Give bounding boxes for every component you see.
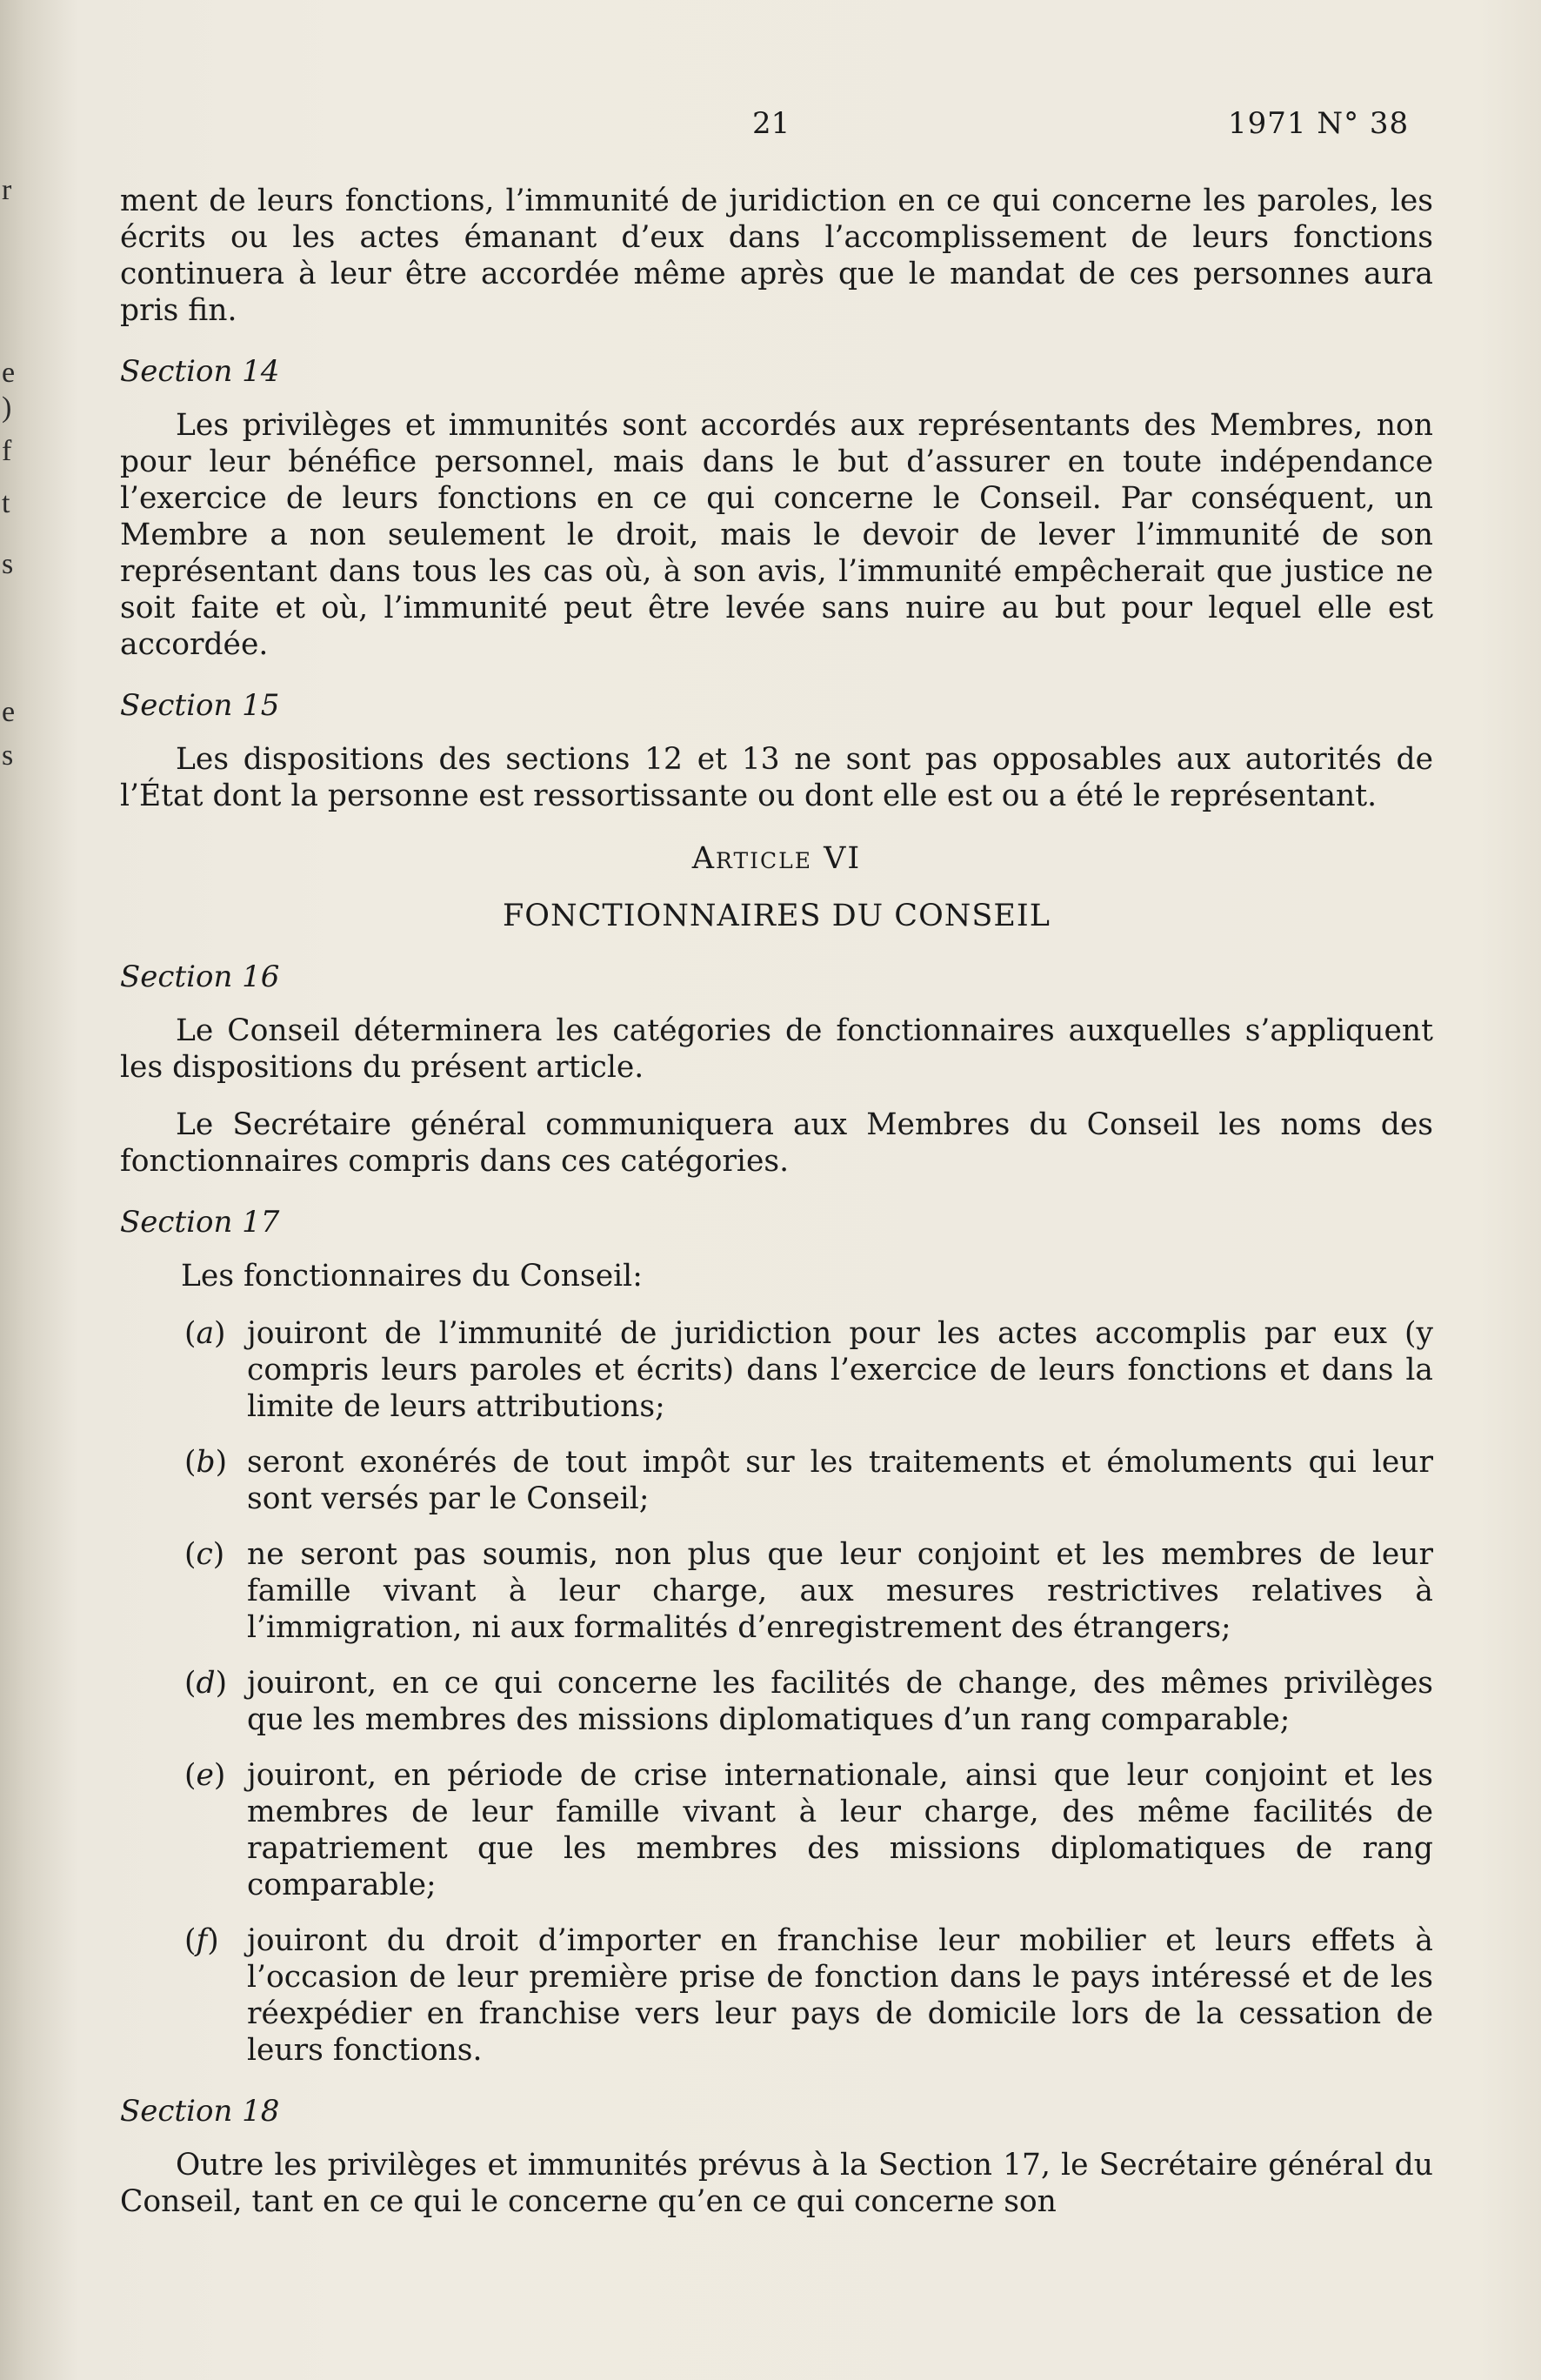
list-item: [120, 1665, 1433, 1738]
section-17-intro: Les fonctionnaires du Conseil:: [181, 1259, 643, 1294]
section-14-heading: Section 14: [120, 354, 280, 389]
page-body: [120, 183, 1433, 2241]
margin-mark: ): [2, 391, 12, 424]
section-15-heading: Section 15: [120, 688, 280, 723]
margin-mark: f: [2, 435, 12, 467]
adjacent-page-margin: [2, 174, 28, 783]
list-item: [120, 1315, 1433, 1425]
section-15-text: Les dispositions des sections 12 et 13 ne sont pas opposables aux autorités de l’État dont la personne est ressortissante ou dont elle est ou a été le représentant.: [120, 742, 1433, 813]
list-item: [120, 1536, 1433, 1646]
margin-mark: r: [2, 174, 12, 206]
margin-mark: e: [2, 696, 16, 728]
article-title: FONCTIONNAIRES DU CONSEIL: [503, 899, 1051, 933]
margin-mark: s: [2, 548, 14, 580]
section-16-heading: Section 16: [120, 959, 280, 994]
list-item: [120, 1757, 1433, 1903]
item-text: jouiront, en ce qui concerne les facilités de change, des mêmes privilèges que les membres des missions diplomatiques d’un rang comparable;: [247, 1666, 1433, 1737]
item-text: jouiront, en période de crise internationale, ainsi que leur conjoint et les membres de leur famille vivant à leur charge, des même facilités de rapatriement que les membres des missions diplomatiques de rang comparable;: [247, 1758, 1433, 1902]
section-17-list: [120, 1315, 1433, 2069]
section-18-heading: Section 18: [120, 2094, 280, 2129]
section-18-text: Outre les privilèges et immunités prévus à la Section 17, le Secrétaire général du Conseil, tant en ce qui le concerne qu’en ce qui concerne son: [120, 2148, 1433, 2219]
margin-mark: s: [2, 739, 14, 772]
margin-mark: e: [2, 357, 16, 389]
item-label: (a): [184, 1316, 226, 1351]
item-label: (e): [184, 1758, 226, 1793]
item-label: (f): [184, 1923, 219, 1958]
list-item: [120, 1922, 1433, 2069]
item-text: jouiront du droit d’importer en franchise leur mobilier et leurs effets à l’occasion de leur première prise de fonction dans le pays intéressé et de les réexpédier en franchise vers leur pays de domicile lors de la cessation de leurs fonctions.: [247, 1923, 1433, 2068]
continued-paragraph: ment de leurs fonctions, l’immunité de juridiction en ce qui concerne les paroles, les écrits ou les actes émanant d’eux dans l’accomplissement de leurs fonctions continuera à leur être accordée même après que le mandat de ces personnes aura pris fin.: [120, 184, 1433, 328]
section-14-text: Les privilèges et immunités sont accordés aux représentants des Membres, non pour leur bénéfice personnel, mais dans le but d’assurer en toute indépendance l’exercice de leurs fonctions en ce qui concerne le Conseil. Par conséquent, un Membre a non seulement le droit, mais le devoir de lever l’immunité de son représentant dans tous les cas où, à son avis, l’immunité empêcherait que justice ne soit faite et où, l’immunité peut être levée sans nuire au but pour lequel elle est accordée.: [120, 408, 1433, 662]
page-header: [0, 106, 1541, 150]
margin-mark: t: [2, 487, 10, 519]
section-16-text-2: Le Secrétaire général communiquera aux Membres du Conseil les noms des fonctionnaires compris dans ces catégories.: [120, 1107, 1433, 1179]
item-label: (c): [184, 1537, 225, 1572]
item-text: seront exonérés de tout impôt sur les traitements et émoluments qui leur sont versés par le Conseil;: [247, 1445, 1433, 1516]
list-item: [120, 1444, 1433, 1517]
document-reference: 1971 N° 38: [1228, 106, 1410, 141]
article-label: Article VI: [691, 841, 862, 876]
section-17-heading: Section 17: [120, 1205, 280, 1240]
item-text: ne seront pas soumis, non plus que leur conjoint et les membres de leur famille vivant à leur charge, aux mesures restrictives relatives à l’immigration, ni aux formalités d’enregistrement des étrangers;: [247, 1537, 1433, 1645]
item-label: (b): [184, 1445, 228, 1480]
item-text: jouiront de l’immunité de juridiction pour les actes accomplis par eux (y compris leurs paroles et écrits) dans l’exercice de leurs fonctions et dans la limite de leurs attributions;: [247, 1316, 1433, 1424]
page-number: 21: [752, 106, 791, 141]
section-16-text-1: Le Conseil déterminera les catégories de fonctionnaires auxquelles s’appliquent les dispositions du présent article.: [120, 1013, 1433, 1085]
item-label: (d): [184, 1666, 228, 1701]
